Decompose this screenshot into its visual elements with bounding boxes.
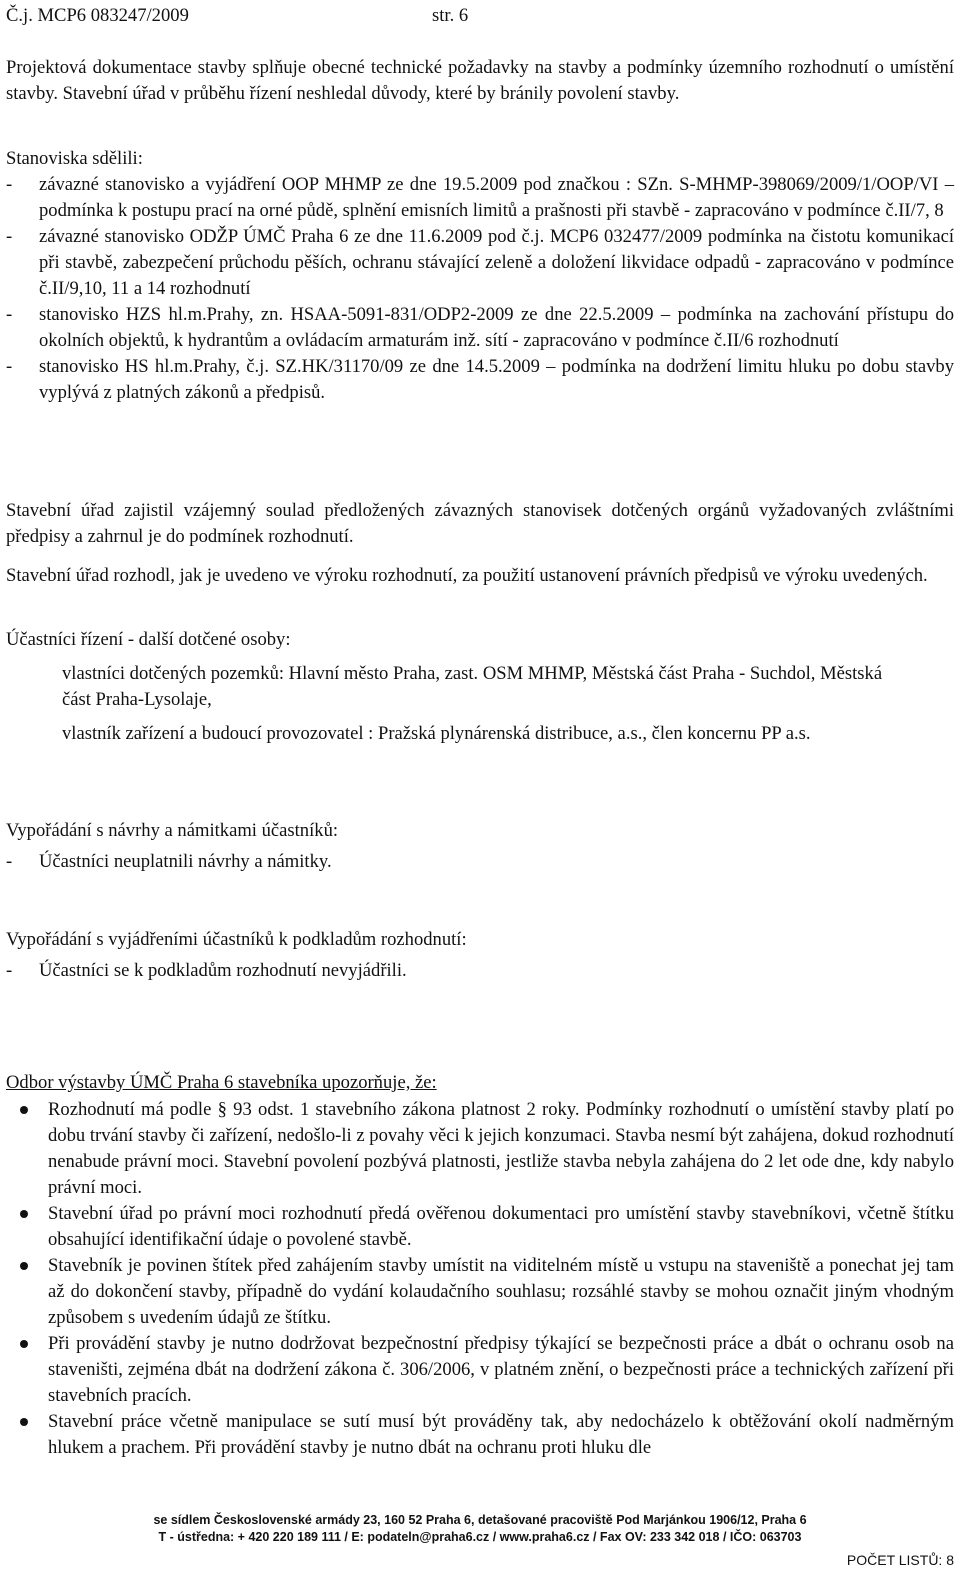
sheet-count: POČET LISTŮ: 8 — [846, 1552, 954, 1568]
vlastnik-zarizeni: vlastník zařízení a budoucí provozovatel : Pražská plynárenská distribuce, a.s., člen koncernu PP a.s. — [62, 723, 811, 744]
page-header — [6, 3, 469, 29]
dash-marker: - — [6, 304, 13, 325]
dash-marker: - — [6, 174, 13, 195]
ucastnici-section — [6, 627, 954, 747]
footer-contacts — [0, 1529, 960, 1545]
footer-phone: T - ústředna: + 420 220 189 111 / E: — [158, 1530, 368, 1544]
upozorneni-section — [6, 1070, 954, 1461]
soulad-paragraph: Stavební úřad zajistil vzájemný soulad předložených závazných stanovisek dotčených orgánů vyžadovaných zvláštními předpisy a zahrnul je do podmínek rozhodnutí. — [6, 500, 954, 547]
stanoviska-heading: Stanoviska sdělili: — [6, 148, 143, 169]
ucastnici-heading: Účastníci řízení - další dotčené osoby: — [6, 629, 291, 650]
stanovisko-item — [6, 302, 954, 354]
footer-fax-ico: / Fax OV: 233 342 018 / IČO: 063703 — [589, 1530, 802, 1544]
intro-paragraph: Projektová dokumentace stavby splňuje obecné technické požadavky na stavby a podmínky územního rozhodnutí o umístění stavby. Stavební úřad v průběhu řízení neshledal důvody, které by bránily povolení stavby. — [6, 57, 954, 104]
upozorneni-text: Stavební práce včetně manipulace se sutí musí být prováděny tak, aby nedocházelo k obtěžování okolí nadměrným hlukem a prachem. Při provádění stavby je nutno dbát na ochranu proti hluku dle — [48, 1411, 954, 1458]
dash-marker: - — [6, 226, 13, 247]
dash-marker: - — [6, 851, 13, 872]
upozorneni-item — [6, 1253, 954, 1331]
podklady-item — [6, 958, 954, 984]
upozorneni-text: Stavební úřad po právní moci rozhodnutí předá ověřenou dokumentaci pro umístění stavby stavebníkovi, včetně štítku obsahující identifikační údaje o povolené stavbě. — [48, 1203, 954, 1250]
bullet-icon — [20, 1210, 28, 1218]
stanovisko-item — [6, 224, 954, 302]
dash-marker: - — [6, 356, 13, 377]
stanovisko-text: závazné stanovisko a vyjádření OOP MHMP ze dne 19.5.2009 pod značkou : SZn. S-MHMP-398069/2009/1/OOP/VI – podmínka k postupu prací na orné půdě, splnění emisních limitů a prašnosti při stavbě - zapracováno v podmínce č.II/7, 8 — [39, 174, 954, 221]
upozorneni-item — [6, 1201, 954, 1253]
navrhy-text: Účastníci neuplatnili návrhy a námitky. — [39, 851, 332, 872]
navrhy-section — [6, 818, 954, 875]
footer-address: se sídlem Československé armády 23, 160 52 Praha 6, detašované pracoviště Pod Marjánkou 1906/12, Praha 6 — [153, 1513, 807, 1527]
bullet-icon — [20, 1340, 28, 1348]
stanovisko-text: stanovisko HZS hl.m.Prahy, zn. HSAA-5091-831/ODP2-2009 ze dne 22.5.2009 – podmínka na zachování přístupu do okolních objektů, k hydrantům a ovládacím armaturám inž. sítí - zapracováno v podmínce č.II/6 rozhodnutí — [39, 304, 954, 351]
stanoviska-section — [6, 146, 954, 406]
upozorneni-item — [6, 1097, 954, 1201]
bullet-icon — [20, 1106, 28, 1114]
navrhy-heading: Vypořádání s návrhy a námitkami účastníků: — [6, 820, 339, 841]
upozorneni-heading: Odbor výstavby ÚMČ Praha 6 stavebníka upozorňuje, že: — [6, 1072, 437, 1093]
podklady-text: Účastníci se k podkladům rozhodnutí nevyjádřili. — [39, 960, 407, 981]
rozhodl-paragraph: Stavební úřad rozhodl, jak je uvedeno ve výroku rozhodnutí, za použití ustanovení právních předpisů ve výroku uvedených. — [6, 565, 928, 586]
stanovisko-text: závazné stanovisko ODŽP ÚMČ Praha 6 ze dne 11.6.2009 pod č.j. MCP6 032477/2009 podmínka na čistotu komunikací při stavbě, zabezpečení průchodu pěších, ochranu stávající zeleně a doložení likvidace odpadů - zapracováno v podmínce č.II/9,10, 11 a 14 rozhodnutí — [39, 226, 954, 299]
footer-email-link[interactable]: podateln@praha6.cz — [367, 1530, 490, 1544]
stanovisko-item — [6, 172, 954, 224]
upozorneni-text: Rozhodnutí má podle § 93 odst. 1 stavebního zákona platnost 2 roky. Podmínky rozhodnutí o umístění stavby platí po dobu trvání stavby či zařízení, nedošlo-li z povahy věci k jejich konzumaci. Stavba nesmí být zahájena, dokud rozhodnutí nenabude právní moci. Stavební povolení pozbývá platnosti, jestliže stavba nebyla zahájena do 2 let ode dne, kdy nabylo právní moci. — [48, 1099, 954, 1198]
vlastnici-pozemku: vlastníci dotčených pozemků: Hlavní město Praha, zast. OSM MHMP, Městská část Praha - Suchdol, Městská část Praha-Lysolaje, — [62, 663, 883, 710]
podklady-section — [6, 927, 954, 984]
upozorneni-text: Stavebník je povinen štítek před zahájením stavby umístit na viditelném místě u vstupu na staveniště a ponechat jej tam až do dokončení stavby, případně do vydání kolaudačního souhlasu; rozsáhlé stavby se mohou označit jiným vhodným způsobem s uvedením údajů ze štítku. — [48, 1255, 954, 1328]
dash-marker: - — [6, 960, 13, 981]
bullet-icon — [20, 1418, 28, 1426]
reference-number: Č.j. MCP6 083247/2009 — [6, 5, 189, 26]
footer-web-link[interactable]: www.praha6.cz — [499, 1530, 590, 1544]
footer-separator: / — [489, 1530, 500, 1544]
bullet-icon — [20, 1262, 28, 1270]
upozorneni-item — [6, 1409, 954, 1461]
stanovisko-text: stanovisko HS hl.m.Prahy, č.j. SZ.HK/31170/09 ze dne 14.5.2009 – podmínka na dodržení limitu hluku po dobu stavby vyplývá z platných zákonů a předpisů. — [39, 356, 954, 403]
navrhy-item — [6, 849, 954, 875]
stanovisko-item — [6, 354, 954, 406]
podklady-heading: Vypořádání s vyjádřeními účastníků k podkladům rozhodnutí: — [6, 929, 467, 950]
page-number: str. 6 — [432, 5, 469, 26]
upozorneni-item — [6, 1331, 954, 1409]
upozorneni-text: Při provádění stavby je nutno dodržovat bezpečnostní předpisy týkající se bezpečnosti práce a dbát o ochranu osob na staveništi, zejména dbát na dodržení zákona č. 306/2006, v platném znění, o bezpečnosti práce a technických zařízení při stavebních pracích. — [48, 1333, 954, 1406]
